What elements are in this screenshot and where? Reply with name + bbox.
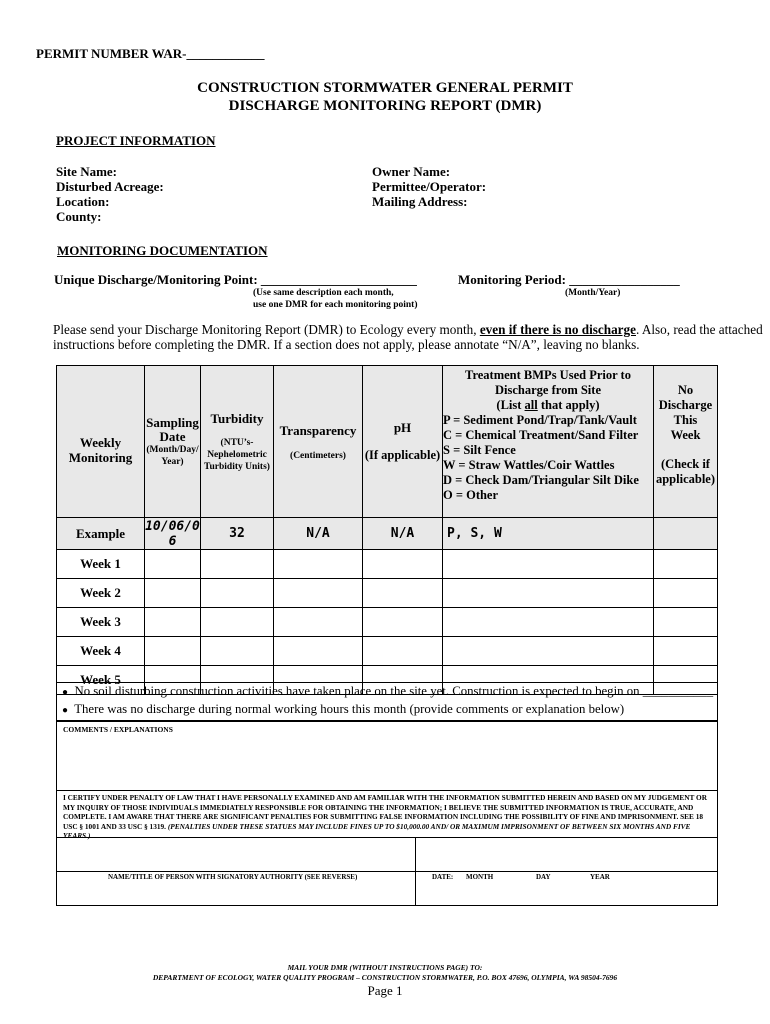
mailing-address-label: Mailing Address: bbox=[372, 194, 468, 209]
table-row bbox=[57, 637, 718, 666]
no-discharge-cell[interactable] bbox=[654, 550, 718, 579]
certification-text bbox=[63, 793, 711, 841]
day-label: DAY bbox=[536, 873, 551, 881]
no-discharge-cell[interactable] bbox=[654, 608, 718, 637]
bullet-icon: ● bbox=[62, 705, 69, 716]
example-no-discharge bbox=[654, 518, 718, 550]
bmp-list-post: that apply) bbox=[537, 398, 600, 412]
signature-date-label-box bbox=[415, 871, 718, 906]
check-not-started-text: No soil disturbing construction activities have taken place on the site yet. Construction is expected to begin on ___________ bbox=[74, 684, 714, 698]
monitoring-point-label: Unique Discharge/Monitoring Point: ________________________ bbox=[54, 272, 417, 287]
transparency-sub: (Centimeters) bbox=[290, 450, 346, 461]
example-turbidity: 32 bbox=[201, 518, 274, 550]
bmp-item: W = Straw Wattles/Coir Wattles bbox=[443, 458, 615, 472]
no-discharge-line: (Check if bbox=[661, 457, 710, 471]
treatment-bmps-header bbox=[443, 366, 654, 518]
no-discharge-cell[interactable] bbox=[654, 637, 718, 666]
turbidity-cell[interactable] bbox=[201, 550, 274, 579]
no-discharge-line: No bbox=[677, 383, 694, 397]
table-row bbox=[57, 608, 718, 637]
ph-cell[interactable] bbox=[363, 579, 443, 608]
bmp-list-all: all bbox=[524, 398, 538, 412]
example-date: 10/06/06 bbox=[145, 518, 200, 549]
bmp-list-instruction bbox=[443, 398, 653, 413]
date-label: DATE: bbox=[432, 873, 454, 881]
bmp-item: C = Chemical Treatment/Sand Filter bbox=[443, 428, 639, 442]
monitoring-period-note: (Month/Year) bbox=[565, 288, 621, 298]
ph-cell[interactable] bbox=[363, 550, 443, 579]
transparency-cell[interactable] bbox=[274, 550, 363, 579]
ph-cell[interactable] bbox=[363, 608, 443, 637]
bmps-cell[interactable] bbox=[443, 579, 654, 608]
instructions-text: Please send your Discharge Monitoring Report (DMR) to Ecology every month, bbox=[53, 322, 480, 337]
bmp-list-pre: (List bbox=[496, 398, 525, 412]
weekly-monitoring-header: Weekly Monitoring bbox=[57, 366, 145, 518]
page-number: Page 1 bbox=[367, 983, 403, 998]
bullet-icon: ● bbox=[62, 687, 69, 698]
check-no-discharge[interactable] bbox=[62, 702, 624, 717]
monitoring-point-note-2: use one DMR for each monitoring point) bbox=[253, 300, 418, 310]
ph-cell[interactable] bbox=[363, 637, 443, 666]
example-row bbox=[57, 518, 718, 550]
title-line-1: CONSTRUCTION STORMWATER GENERAL PERMIT bbox=[197, 80, 573, 96]
instructions-line-2: instructions before completing the DMR. If a section does not apply, please annotate “N/A”, leaving no blanks. bbox=[53, 337, 640, 352]
example-label: Example bbox=[57, 518, 145, 550]
transparency-header bbox=[274, 366, 363, 518]
bmps-cell[interactable] bbox=[443, 637, 654, 666]
monitoring-period-label: Monitoring Period: _________________ bbox=[458, 272, 680, 287]
bmp-item: S = Silt Fence bbox=[443, 443, 516, 457]
transparency-cell[interactable] bbox=[274, 608, 363, 637]
transparency-cell[interactable] bbox=[274, 579, 363, 608]
table-header-row bbox=[57, 366, 718, 518]
example-bmps: P, S, W bbox=[443, 518, 654, 550]
bmps-cell[interactable] bbox=[443, 608, 654, 637]
ph-title: pH bbox=[393, 420, 412, 435]
signatory-name-label: NAME/TITLE OF PERSON WITH SIGNATORY AUTHORITY (SEE REVERSE) bbox=[108, 873, 358, 881]
comments-label: COMMENTS / EXPLANATIONS bbox=[63, 725, 173, 734]
example-ph: N/A bbox=[363, 518, 443, 550]
ph-header bbox=[363, 366, 443, 518]
table-row bbox=[57, 579, 718, 608]
owner-name-label: Owner Name: bbox=[372, 164, 451, 179]
turbidity-title: Turbidity bbox=[210, 410, 264, 426]
turbidity-cell[interactable] bbox=[201, 637, 274, 666]
sampling-date-cell[interactable] bbox=[145, 608, 201, 637]
turbidity-header bbox=[201, 366, 274, 518]
project-info-heading: PROJECT INFORMATION bbox=[56, 133, 216, 148]
disturbed-acreage-label: Disturbed Acreage: bbox=[56, 179, 164, 194]
bmp-title-2: Discharge from Site bbox=[495, 383, 601, 397]
table-row bbox=[57, 550, 718, 579]
no-discharge-line: This bbox=[673, 413, 698, 427]
title-line-2: DISCHARGE MONITORING REPORT (DMR) bbox=[228, 98, 542, 114]
transparency-title: Transparency bbox=[279, 422, 357, 438]
sampling-date-cell[interactable] bbox=[145, 637, 201, 666]
instructions-emphasis: even if there is no discharge bbox=[479, 322, 636, 337]
sampling-date-header bbox=[145, 366, 201, 518]
instructions-text-end: . Also, read the attached bbox=[635, 322, 763, 337]
no-discharge-header bbox=[654, 366, 718, 518]
monitoring-point-note-1: (Use same description each month, bbox=[253, 288, 394, 298]
bmp-item: P = Sediment Pond/Trap/Tank/Vault bbox=[443, 413, 637, 427]
no-discharge-cell[interactable] bbox=[654, 579, 718, 608]
project-left-fields bbox=[56, 164, 164, 224]
project-right-fields bbox=[372, 164, 486, 209]
check-not-started[interactable] bbox=[62, 684, 713, 699]
month-label: MONTH bbox=[466, 873, 494, 881]
location-label: Location: bbox=[56, 194, 110, 209]
bmp-title-1: Treatment BMPs Used Prior to bbox=[465, 368, 631, 382]
bmp-item: D = Check Dam/Triangular Silt Dike bbox=[443, 473, 639, 487]
no-discharge-line: Discharge bbox=[658, 398, 713, 412]
signature-name-field[interactable] bbox=[56, 837, 416, 872]
no-discharge-line: Week bbox=[670, 428, 701, 442]
sampling-date-title: Sampling Date bbox=[146, 414, 199, 444]
week-label: Week 5 bbox=[57, 666, 145, 695]
county-label: County: bbox=[56, 209, 102, 224]
mail-address: DEPARTMENT OF ECOLOGY, WATER QUALITY PROGRAM – CONSTRUCTION STORMWATER, P.O. BOX 47696, OLYMPIA, WA 98504-7696 bbox=[152, 973, 618, 982]
ph-sub: (If applicable) bbox=[364, 448, 441, 462]
turbidity-cell[interactable] bbox=[201, 608, 274, 637]
permit-number: PERMIT NUMBER WAR-____________ bbox=[36, 46, 265, 61]
week-label: Week 3 bbox=[57, 608, 145, 637]
no-discharge-line: applicable) bbox=[655, 472, 716, 486]
check-no-discharge-text: There was no discharge during normal working hours this month (provide comments or explanation below) bbox=[74, 702, 625, 716]
site-name-label: Site Name: bbox=[56, 164, 118, 179]
example-transparency: N/A bbox=[274, 518, 363, 550]
permittee-label: Permittee/Operator: bbox=[372, 179, 487, 194]
sampling-date-cell[interactable] bbox=[145, 550, 201, 579]
bmp-item: O = Other bbox=[443, 488, 499, 502]
signature-date-field[interactable] bbox=[415, 837, 718, 872]
certification-statement: I CERTIFY UNDER PENALTY OF LAW THAT I HAVE PERSONALLY EXAMINED AND AM FAMILIAR WITH THE INFORMATION SUBMITTED HEREIN AND BASED ON MY JUDGEMENT OR MY INQUIRY OF THOSE INDIVIDUALS IMMEDIATELY RESPONSIBLE FOR OBTAINING THE INFORMATION; I BELIEVE THE SUBMITTED INFORMATION IS TRUE, ACCURATE, AND COMPLETE. I AM AWARE THAT THERE ARE SIGNIFICANT PENALTIES FOR SUBMITTING FALSE INFORMATION INCLUDING THE POSSIBILITY OF FINE AND IMPRISONMENT. SEE 18 USC § 1001 AND 33 USC § 1319. bbox=[63, 793, 707, 831]
certification-penalties: (PENALTIES UNDER THESE STATUES MAY INCLUDE FINES UP TO $10,000.00 AND/ OR MAXIMUM IMPRISONMENT OF BETWEEN SIX MONTHS AND FIVE YEARS.) bbox=[63, 821, 691, 840]
sampling-date-sub: (Month/Day/ Year) bbox=[146, 444, 199, 467]
instructions-line-1 bbox=[53, 322, 763, 338]
monitoring-table bbox=[56, 365, 718, 695]
mail-instruction: MAIL YOUR DMR (WITHOUT INSTRUCTIONS PAGE) TO: bbox=[287, 963, 483, 972]
week-label: Week 1 bbox=[57, 550, 145, 579]
bmps-cell[interactable] bbox=[443, 550, 654, 579]
sampling-date-cell[interactable] bbox=[145, 579, 201, 608]
week-label: Week 4 bbox=[57, 637, 145, 666]
transparency-cell[interactable] bbox=[274, 637, 363, 666]
week-label: Week 2 bbox=[57, 579, 145, 608]
monitoring-heading: MONITORING DOCUMENTATION bbox=[57, 243, 268, 258]
turbidity-cell[interactable] bbox=[201, 579, 274, 608]
year-label: YEAR bbox=[590, 873, 610, 881]
turbidity-sub: (NTU’s- Nephelometric Turbidity Units) bbox=[204, 437, 270, 472]
